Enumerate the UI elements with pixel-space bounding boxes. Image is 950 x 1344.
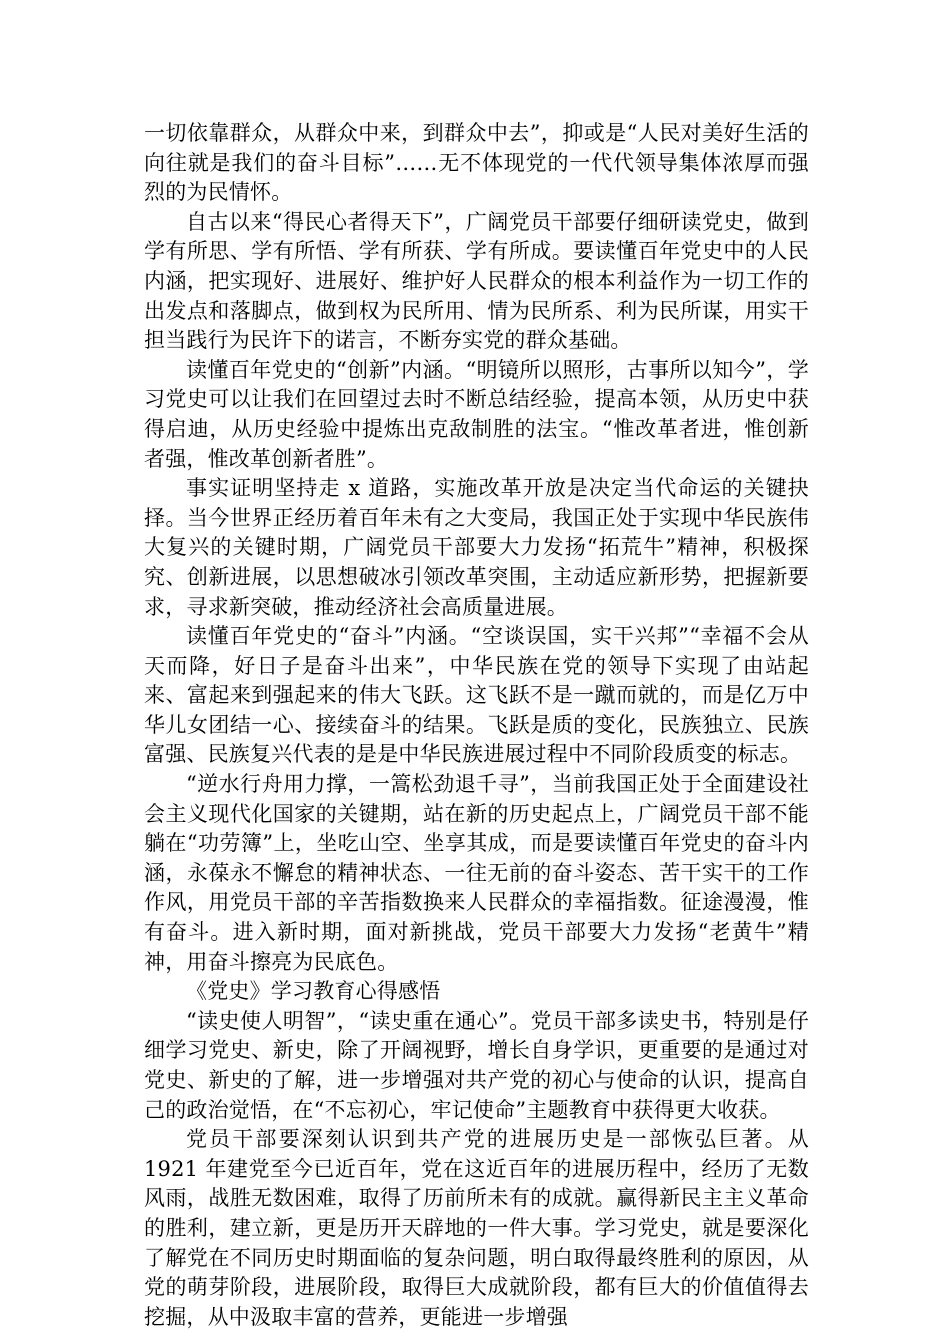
paragraph-6: “逆水行舟用力撑，一篙松劲退千寻”，当前我国正处于全面建设社会主义现代化国家的关键期，站在新的历史起点上，广阔党员干部不能躺在“功劳簿”上，坐吃山空、坐享其成，而是要读懂百年党史的奋斗内涵，永葆永不懈怠的精神状态、一往无前的奋斗姿态、苦干实干的工作作风，用党员干部的辛苦指数换来人民群众的幸福指数。征途漫漫，惟有奋斗。进入新时期，面对新挑战，党员干部要大力发扬“老黄牛”精神，用奋斗擦亮为民底色。: [144, 772, 809, 974]
paragraph-7: “读史使人明智”，“读史重在通心”。党员干部多读史书，特别是仔细学习党史、新史，除了开阔视野，增长自身学识，更重要的是通过对党史、新史的了解，进一步增强对共产党的初心与使命的认识，提高自己的政治觉悟，在“不忘初心，牢记使命”主题教育中获得更大收获。: [144, 1008, 809, 1122]
paragraph-1: 一切依靠群众，从群众中来，到群众中去”，抑或是“人民对美好生活的向往就是我们的奋斗目标”……无不体现党的一代代领导集体浓厚而强烈的为民情怀。: [144, 121, 809, 205]
paragraph-2: 自古以来“得民心者得天下”，广阔党员干部要仔细研读党史，做到学有所思、学有所悟、学有所获、学有所成。要读懂百年党史中的人民内涵，把实现好、进展好、维护好人民群众的根本利益作为一切工作的出发点和落脚点，做到权为民所用、情为民所系、利为民所谋，用实干担当践行为民许下的诺言，不断夯实党的群众基础。: [144, 209, 809, 353]
paragraph-5: 读懂百年党史的“奋斗”内涵。“空谈误国，实干兴邦”“幸福不会从天而降，好日子是奋斗出来”，中华民族在党的领导下实现了由站起来、富起来到强起来的伟大飞跃。这飞跃不是一蹴而就的，而是亿万中华儿女团结一心、接续奋斗的结果。飞跃是质的变化，民族独立、民族富强、民族复兴代表的是是中华民族进展过程中不同阶段质变的标志。: [144, 624, 809, 767]
document-page: [144, 119, 809, 1332]
paragraph-3: 读懂百年党史的“创新”内涵。“明镜所以照形，古事所以知今”，学习党史可以让我们在回望过去时不断总结经验，提高本领，从历史中获得启迪，从历史经验中提炼出克敌制胜的法宝。“惟改革者进，惟创新者强，惟改革创新者胜”。: [144, 357, 809, 471]
section-heading: 《党史》学习教育心得感悟: [186, 979, 441, 1004]
paragraph-8: 党员干部要深刻认识到共产党的进展历史是一部恢弘巨著。从1921 年建党至今已近百年，党在这近百年的进展历程中，经历了无数风雨，战胜无数困难，取得了历前所未有的成就。赢得新民主主义革命的胜利，建立新，更是历开天辟地的一件大事。学习党史，就是要深化了解党在不同历史时期面临的复杂问题，明白取得最终胜利的原因，从党的萌芽阶段，进展阶段，取得巨大成就阶段，都有巨大的价值值得去挖掘，从中汲取丰富的营养，更能进一步增强: [144, 1127, 809, 1329]
paragraph-4: 事实证明坚持走 x 道路，实施改革开放是决定当代命运的关键抉择。当今世界正经历着百年未有之大变局，我国正处于实现中华民族伟大复兴的关键时期，广阔党员干部要大力发扬“拓荒牛”精神，积极探究、创新进展，以思想破冰引领改革突围，主动适应新形势，把握新要求，寻求新突破，推动经济社会高质量进展。: [144, 476, 809, 619]
